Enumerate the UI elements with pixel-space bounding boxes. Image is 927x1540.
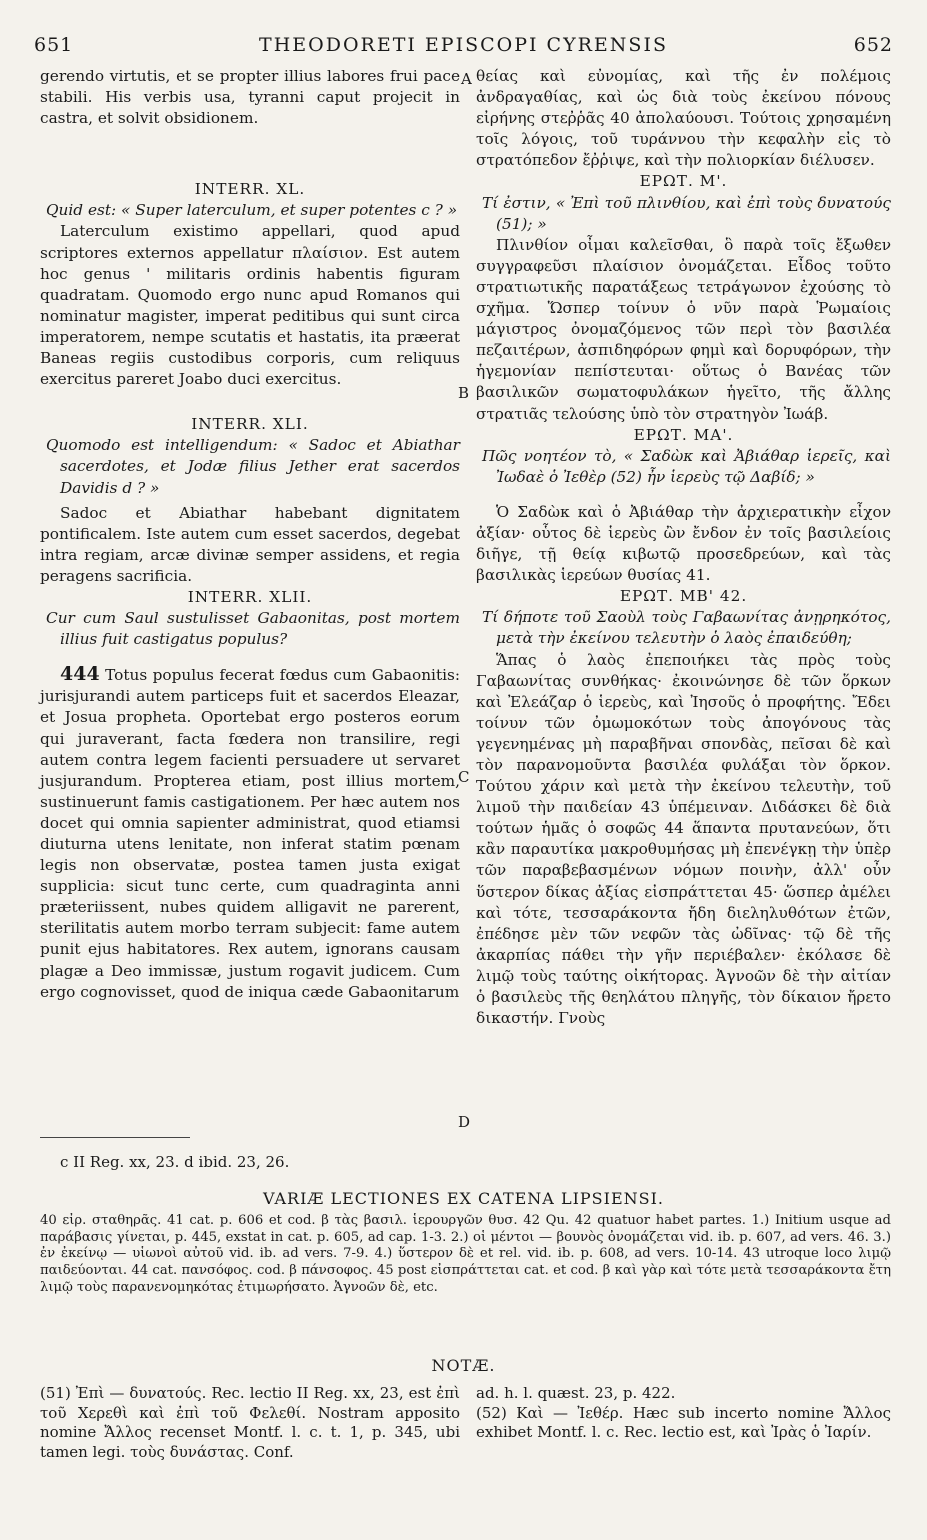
latin-answer-41: Sadoc et Abiathar habebant dignitatem pontificalem. Iste autem cum esset sacerdos, degebat intra regiam, arcæ divinæ semper assidens, et regia peragens sacrificia.	[40, 503, 460, 585]
note-51: (51) Ἐπὶ — δυνατούς. Rec. lectio II Reg. xx, 23, est ἐπὶ τοῦ Χερεθὶ καὶ ἐπὶ τοῦ Φελεθί. Nostram apposito nomine Ἄλλος recenset Montf. l. c. t. 1, p. 345, ubi tamen legi. τοὺς δυνάστας. Conf.	[40, 1384, 460, 1461]
margin-letter-b: B	[458, 384, 470, 402]
note-51-continued: ad. h. l. quæst. 23, p. 422.	[476, 1384, 676, 1402]
latin-heading-40: INTERR. XL.	[194, 180, 306, 199]
variae-lectiones-title: VARIÆ LECTIONES EX CATENA LIPSIENSI.	[263, 1189, 664, 1208]
notae-left-column	[40, 1384, 460, 1462]
footnote-divider	[40, 1137, 190, 1138]
note-52: (52) Καὶ — Ἰεθέρ. Hæc sub incerto nomine Ἄλλος exhibet Montf. l. c. Rec. lectio est, καὶ Ἰρὰς ὁ Ἰαρίν.	[476, 1403, 891, 1441]
latin-question-42: Cur cum Saul sustulisset Gabaonitas, post mortem illius fuit castigatus populus?	[46, 609, 460, 649]
latin-column	[40, 66, 460, 1003]
latin-question-41: Quomodo est intelligendum: « Sadoc et Abiathar sacerdotes, et Jodæ filius Jether erat sacerdos Davidis d ? »	[46, 436, 460, 497]
latin-intro: gerendo virtutis, et se propter illius labores frui pace stabili. His verbis usa, tyranni caput projecit in castra, et solvit obsidionem.	[40, 67, 460, 128]
variae-lectiones-body	[40, 1213, 891, 1297]
running-header	[34, 34, 893, 60]
greek-question-41: Πῶς νοητέον τὸ, « Σαδὼκ καὶ Ἀβιάθαρ ἱερεῖς, καὶ Ἰωδαὲ ὁ Ἰεθὲρ (52) ἦν ἱερεὺς τῷ Δαβίδ; »	[482, 446, 891, 486]
latin-heading-42: INTERR. XLII.	[187, 587, 313, 606]
scripture-footnotes: c II Reg. xx, 23. d ibid. 23, 26.	[60, 1153, 290, 1171]
notae-right-column	[476, 1384, 891, 1443]
page-number-left: 651	[34, 34, 74, 56]
margin-letter-d: D	[458, 1113, 471, 1131]
latin-answer-40: Laterculum existimo appellari, quod apud scriptores externos appellatur πλαίσιον. Est autem hoc genus ' militaris ordinis habentis figuram quadratam. Quomodo ergo nunc apud Romanos qui nominatur magister, imperat peditibus qui sunt circa imperatorem, nempe scutatis et hastatis, ita præerat Baneas regiis custodibus corporis, cum reliquus exercitus pareret Joabo duci exercitus.	[40, 222, 460, 389]
greek-question-40: Τί ἐστιν, « Ἐπὶ τοῦ πλινθίου, καὶ ἐπὶ τοὺς δυνατούς (51); »	[482, 193, 891, 233]
margin-letter-c: C	[458, 768, 470, 786]
latin-answer-42-text: Totus populus fecerat fœdus cum Gabaonitis: jurisjurandi autem particeps fuit et sacerdos Eleazar, et Josua propheta. Oportebat ergo posteros eorum qui juraverant, facta fœdera non transilire, regi autem contra legem facienti persuadere ut servaret jusjurandum. Propterea etiam, post illius mortem, sustinuerunt famis castigationem. Per hæc autem nos docet qui omnia sapienter administrat, quod etiamsi diuturna utens lenitate, non inferat statim pœnam legis non observatæ, postea tamen justa exigat supplicia: sicut tunc certe, cum quadraginta anni præteriissent, nubes quidem alligavit ne parerent, sterilitatis autem morbo terram subjecit: fame autem punit ejus habitatores. Rex autem, ignorans causam plagæ a Deo immissæ, justum rogavit judicem. Cum ergo cognovisset, quod de iniqua cæde Gabaonitarum	[40, 666, 460, 1001]
greek-intro: θείας καὶ εὐνομίας, καὶ τῆς ἐν πολέμοις ἀνδραγαθίας, καὶ ὡς διὰ τοὺς ἐκείνου πόνους εἰρήνης στεῤῥᾶς 40 ἀπολαύουσι. Τούτοις χρησαμένη τοῖς λόγοις, τοῦ τυράννου τὴν κεφαλὴν εἰς τὸ στρατόπεδον ἔῤῥιψε, καὶ τὴν πολιορκίαν διέλυσεν.	[476, 67, 891, 170]
page-number-right: 652	[853, 34, 893, 56]
variae-lectiones-text: 40 εἰρ. σταθηρᾶς. 41 cat. p. 606 et cod. β τὰς βασιλ. ἱερουργῶν θυσ. 42 Qu. 42 quatuor habet partes. 1.) Initium usque ad παράβασις γίνεται, p. 445, exstat in cat. p. 605, ad cap. 1-3. 2.) οἱ μέντοι — βουνὸς ὀνομάζεται vid. ib. p. 607, ad vers. 46. 3.) ἐν ἐκείνῳ — υἱωνοὶ αὐτοῦ vid. ib. ad vers. 7-9. 4.) ὕστερον δὲ et rel. vid. ib. p. 608, ad vers. 10-14. 43 utroque loco λιμῷ παιδεύονται. 44 cat. πανσόφος. cod. β πάνσοφος. 45 post εἰσπράττεται cat. et cod. β καὶ γὰρ καὶ τότε μετὰ τεσσαράκοντα ἔτη λιμῷ τοὺς παρανενομηκότας ἐτιμωρήσατο. Ἀγνοῶν δὲ, etc.	[40, 1213, 891, 1295]
greek-heading-41: ΕΡΩΤ. ΜΑ'.	[633, 425, 734, 444]
latin-heading-41: INTERR. XLI.	[191, 415, 309, 434]
notae-title: NOTÆ.	[431, 1356, 496, 1375]
latin-question-40: Quid est: « Super laterculum, et super potentes c ? »	[46, 201, 458, 220]
greek-answer-41: Ὁ Σαδὼκ καὶ ὁ Ἀβιάθαρ τὴν ἀρχιερατικὴν εἶχον ἀξίαν· οὗτος δὲ ἱερεὺς ὢν ἔνδον ἐν τοῖς βασιλείοις διῆγε, τῇ θείᾳ κιβωτῷ προσεδρεύων, καὶ τὰς βασιλικὰς ἱερεύων θυσίας 41.	[476, 502, 891, 585]
running-title: THEODORETI EPISCOPI CYRENSIS	[259, 34, 668, 56]
greek-column	[476, 66, 891, 1029]
greek-answer-40: Πλινθίον οἶμαι καλεῖσθαι, ὃ παρὰ τοῖς ἔξωθεν συγγραφεῦσι πλαίσιον ὀνομάζεται. Εἶδος τοῦτο στρατιωτικῆς παρατάξεως τετράγωνον ἐχούσης τὸ σχῆμα. Ὥσπερ τοίνυν ὁ νῦν παρὰ Ῥωμαίοις μάγιστρος ὀνομαζόμενος τῶν περὶ τὸν βασιλέα πεζαιτέρων, ἀσπιδηφόρων φημὶ καὶ δορυφόρων, τὴν ἡγεμονίαν πεπίστευται· οὕτως ὁ Βανέας τῶν βασιλικῶν σωματοφυλάκων ἡγεῖτο, τῆς ἄλλης στρατιᾶς τελούσης ὑπὸ τὸν στρατηγὸν Ἰωάβ.	[476, 235, 891, 423]
column-number-444: 444	[60, 663, 100, 686]
margin-letter-a: A	[461, 70, 472, 88]
greek-question-42: Τί δήποτε τοῦ Σαοὺλ τοὺς Γαβαωνίτας ἀνῃρηκότος, μετὰ τὴν ἐκείνου τελευτὴν ὁ λαὸς ἐπαιδεύθη;	[482, 608, 891, 648]
greek-heading-40: ΕΡΩΤ. Μ'.	[639, 172, 728, 191]
greek-answer-42: Ἅπας ὁ λαὸς ἐπεποιήκει τὰς πρὸς τοὺς Γαβαωνίτας συνθήκας· ἐκοινώνησε δὲ τῶν ὅρκων καὶ Ἐλεάζαρ ὁ ἱερεὺς, καὶ Ἰησοῦς ὁ προφήτης. Ἔδει τοίνυν τῶν ὀμωμοκότων τοὺς ἀπογόνους τὰς γεγενημένας μὴ παραβῆναι σπονδὰς, πεῖσαι δὲ καὶ τὸν παρανομοῦντα βασιλέα φυλάξαι τὸν ὅρκον. Τούτου χάριν καὶ μετὰ τὴν ἐκείνου τελευτὴν, τοῦ λιμοῦ τὴν παιδείαν 43 ὑπέμειναν. Διδάσκει δὲ διὰ τούτων ἡμᾶς ὁ σοφῶς 44 ἅπαντα πρυτανεύων, ὅτι κἂν παραυτίκα μακροθυμήσας μὴ ἐπενέγκῃ τὴν ὑπὲρ τῶν παραβεβασμένων νόμων ποινὴν, ἀλλ' οὖν ὕστερον δίκας ἀξίας εἰσπράττεται 45· ὥσπερ ἀμέλει καὶ τότε, τεσσαράκοντα ἤδη διεληλυθότων ἐτῶν, ἐπέδησε μὲν τῶν νεφῶν τὰς ὠδῖνας· τῷ δὲ τῆς ἀκαρπίας πάθει τὴν γῆν περιέβαλεν· ἐκόλασε δὲ λιμῷ τοὺς ταύτης οἰκήτορας. Ἀγνοῶν δὲ τὴν αἰτίαν ὁ βασιλεὺς τῆς θεηλάτου πληγῆς, τὸν δίκαιον ἤρετο δικαστήν. Γνοὺς	[476, 650, 891, 1028]
latin-answer-42	[40, 664, 460, 1003]
greek-heading-42: ΕΡΩΤ. ΜΒ' 42.	[619, 587, 748, 606]
